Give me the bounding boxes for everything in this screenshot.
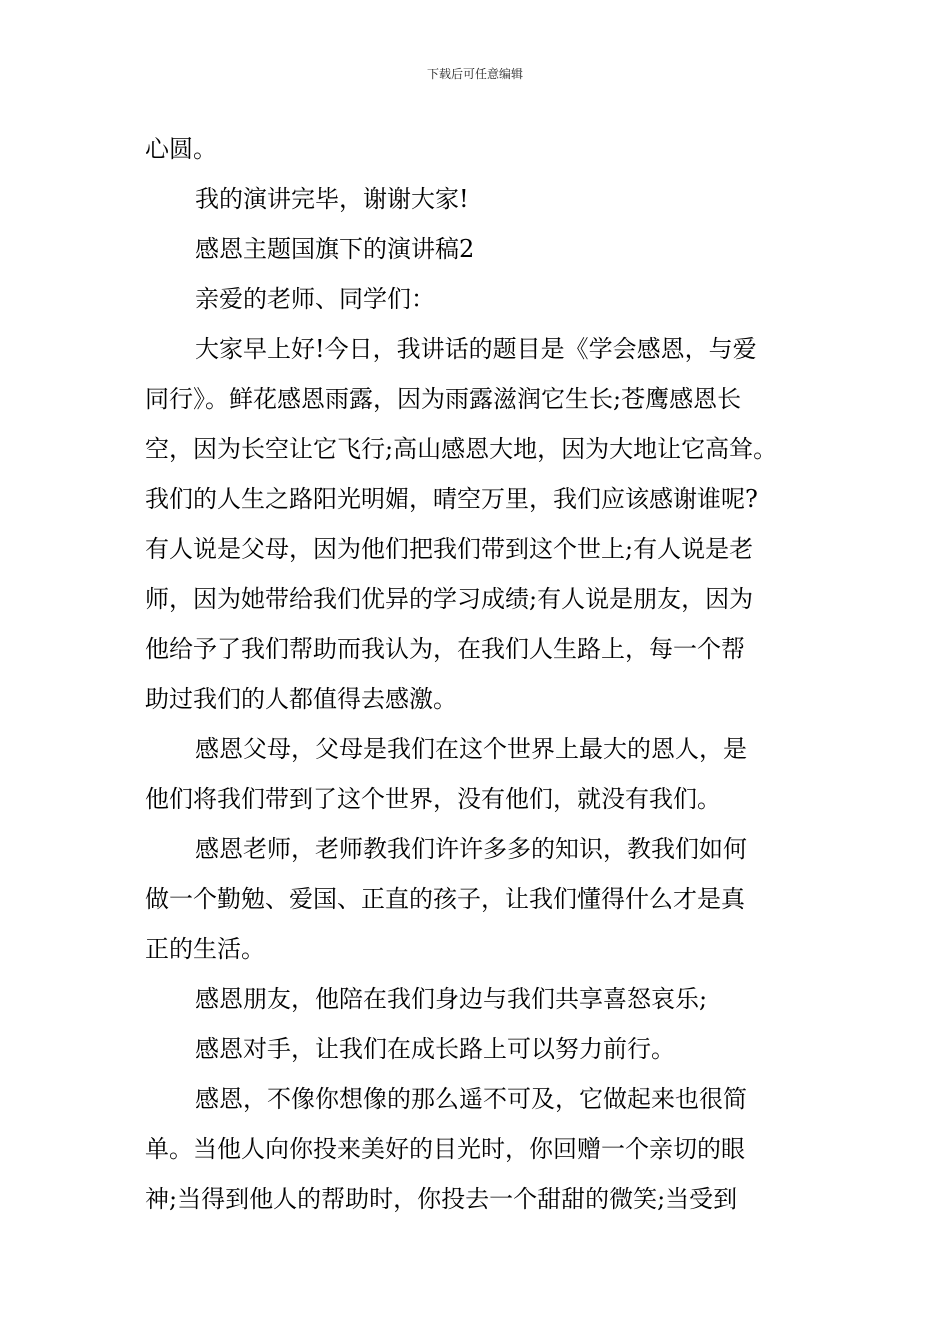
text-line: 同行》。鲜花感恩雨露，因为雨露滋润它生长;苍鹰感恩长 bbox=[145, 385, 742, 413]
page-header: 下载后可任意编辑 bbox=[426, 67, 523, 81]
text-line: 他们将我们带到了这个世界，没有他们，就没有我们。 bbox=[145, 785, 721, 813]
text-line: 心圆。 bbox=[145, 135, 217, 163]
text-line: 空，因为长空让它飞行;高山感恩大地，因为大地让它高耸。 bbox=[145, 435, 778, 463]
section-title: 感恩主题国旗下的演讲稿2 bbox=[195, 235, 475, 263]
text-line: 他给予了我们帮助而我认为，在我们人生路上，每一个帮 bbox=[145, 635, 745, 663]
text-line: 感恩朋友，他陪在我们身边与我们共享喜怒哀乐; bbox=[195, 985, 708, 1013]
text-line: 师，因为她带给我们优异的学习成绩;有人说是朋友，因为 bbox=[145, 585, 754, 613]
text-line: 做一个勤勉、爱国、正直的孩子，让我们懂得什么才是真 bbox=[145, 885, 745, 913]
text-line: 感恩老师，老师教我们许许多多的知识，教我们如何 bbox=[195, 835, 747, 863]
text-line: 单。当他人向你投来美好的目光时，你回赠一个亲切的眼 bbox=[145, 1135, 745, 1163]
text-line: 感恩对手，让我们在成长路上可以努力前行。 bbox=[195, 1035, 675, 1063]
text-line: 我的演讲完毕，谢谢大家! bbox=[195, 185, 469, 213]
text-line: 感恩，不像你想像的那么遥不可及，它做起来也很简 bbox=[195, 1085, 747, 1113]
text-line: 有人说是父母，因为他们把我们带到这个世上;有人说是老 bbox=[145, 535, 754, 563]
text-line: 正的生活。 bbox=[145, 935, 265, 963]
text-line: 我们的人生之路阳光明媚，晴空万里，我们应该感谢谁呢? bbox=[145, 485, 758, 513]
text-line: 大家早上好!今日，我讲话的题目是《学会感恩，与爱 bbox=[195, 335, 757, 363]
salutation: 亲爱的老师、同学们： bbox=[195, 285, 435, 313]
text-line: 感恩父母，父母是我们在这个世界上最大的恩人，是 bbox=[195, 735, 747, 763]
text-line: 神;当得到他人的帮助时，你投去一个甜甜的微笑;当受到 bbox=[145, 1185, 738, 1213]
text-line: 助过我们的人都值得去感激。 bbox=[145, 685, 457, 713]
